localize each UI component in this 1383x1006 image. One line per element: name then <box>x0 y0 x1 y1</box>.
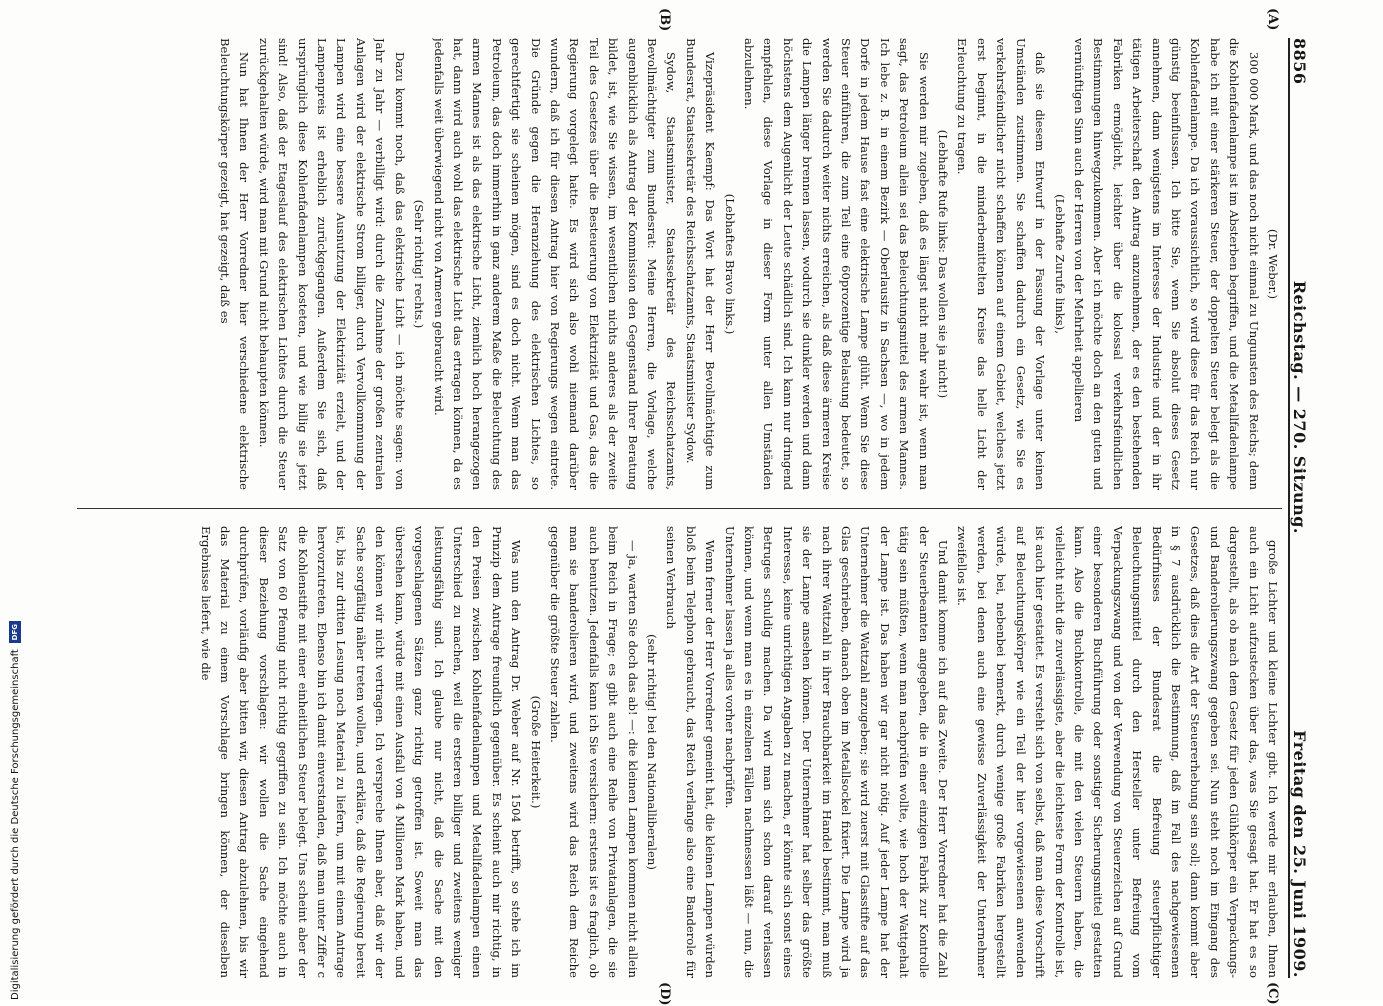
session-date: Freitag den 25. Juni 1909. <box>1290 730 1309 978</box>
digitization-caption <box>8 0 22 1000</box>
paragraph: (Lebhafte Zurufe links), <box>1052 194 1067 334</box>
right-paragraphs <box>195 526 1282 978</box>
paragraph: (Lebhaftes Bravo links.) <box>722 193 737 335</box>
paragraph: Nun hat Ihnen der Herr Vorredner hier verschiedene elektrische Beleuchtungskörper gezeigt, hat gezeigt, daß es <box>218 38 252 490</box>
paragraph: (sehr richtig! bei den Nationalliberalen) <box>645 634 659 870</box>
margin-marker-a: (A) <box>1265 8 1280 31</box>
paragraph: — ja, warten Sie doch das ab! —: die kleinen Lampen kommen nicht allein beim Reich in Frage; es gibt auch eine Reihe von Privatanlagen, die sie auch benutzen. Jedenfalls kann ich Sie versichern: erstens ist es fraglich, ob man sie banderolieren wird, und zweitens wird das Reich dem Reiche gegenüber die größte Steuer zahlen. <box>547 526 640 978</box>
dfg-logo: DFG <box>9 621 21 643</box>
text-columns <box>72 38 1282 978</box>
paragraph: Sydow, Staatsminister, Staatssekretär des Reichsschatzamts, Bevollmächtigter zum Bundesrat: Meine Herren, die Vorlage, welche augenblicklich als Antrag der Kommission den Gegenstand Ihrer Beratung bildet, ist, wie Sie wissen, im wesentlichen nichts anderes als der zweite Teil des Gesetzes über die Besteuerung von Elektrizität und Gas, das die Regierung vorgelegt hatte. Es wird sich also wohl niemand darüber wundern, daß ich für diesen Antrag hier von Regierungs wegen eintrete. Die Gründe gegen die Heranziehung des elektrischen Lichtes, so gerechtfertigt sie scheinen mögen, sind es doch nicht. Wenn man das Petroleum, das doch immerhin in ganz anderem Maße die Beleuchtung des armen Mannes ist als das elektrische Licht, ziemlich hoch herangezogen hat, dann wird auch wohl das elektrische Licht das ertragen können, da es jedenfalls weit überwiegend nicht von Armeren gebraucht wird. <box>431 38 679 490</box>
caption-text: Digitalisierung gefördert durch die Deutsche Forschungsgemeinschaft <box>9 649 21 1000</box>
paragraph: große Lichter und kleine Lichter gibt. Ich werde mir erlauben, Ihnen auch ein Licht aufzustecken über das, was Sie gesagt hat. Er hat es so dargestellt, als ob nach dem Gesetz für jeden Glühkörper ein Verpackungs- und Banderolierungszwang gegeben sei. Nun steht noch im Eingang des Gesetzes, daß dies die Art der Steuererhebung sein soll; dann kommt aber in § 7 ausdrücklich die Bestimmung, daß im Fall des nachgewiesenen Bedürfnisses der Bundesrat die Befreiung steuerpflichtiger Beleuchtungsmittel durch den Hersteller unter Befreiung vom Verpackungszwang und von der Verwendung von Steuerzeichen auf Grund einer besonderen Buchführung oder sonstiger Sicherungsmittel gestatten kann. Also die Buchkontrolle, die mit den vielen Steuern haben, die vielleicht nicht die zuverlässigste, aber die leichteste Form der Kontrolle ist, ist auch hier gestattet. Es versteht sich von selbst, daß man diese Vorschrift auf Beleuchtungskörper wie ein Teil der hier vorgewiesenen anwenden würde, bei, nebenbei bemerkt, durch wenige große Fabriken hergestellt werden, bei denen auch eine gewisse Zuverlässigkeit der Unternehmer zweifellos ist. <box>955 526 1280 978</box>
speaker-note: (Dr. Weber.) <box>1266 228 1280 300</box>
right-column <box>77 526 1282 978</box>
page-header <box>1288 38 1312 978</box>
session-title: Reichstag. — 270. Sitzung. <box>1290 280 1309 534</box>
paragraph: Sie werden mir zugeben, daß es längst nicht mehr wahr ist, wenn man sagt, das Petroleum allein sei das Beleuchtungsmittel des armen Mannes. Ich lebe z. B. in einem Bezirk — Oberlausitz in Sachsen —, wo in jedem Dorfe in jedem Hause fast eine elektrische Lampe glüht. Wenn Sie diese Steuer einführen, die zum Teil eine 60prozentige Belastung bedeutet, so werden Sie dadurch weiter nichts erreichen, als daß diese ärmeren Kreise die Lampen länger brennen lassen, wodurch sie dunkler werden und dann höchstens dem Augenlicht der Leute schädlich sind. Ich kann nur dringend empfehlen, diese Vorlage in dieser Form unter allen Umständen abzulehnen. <box>742 38 931 490</box>
paragraph: Was nun den Antrag Dr. Weber auf Nr. 1504 betrifft, so stehe ich im Prinzip dem Antrage freundlich gegenüber. Es scheint auch mir richtig, in den Preisen zwischen Kohlenfadenlampen und Metallfadenlampen einen Unterschied zu machen, weil die ersteren billiger und zweitens weniger leistungsfähig sind. Ich glaube nur nicht, daß die Sache mit den vorgeschlagenen Sätzen ganz richtig getroffen ist. Soweit man das übersehen kann, würde mit einen Ausfall von 4 Millionen Mark haben, und den können wir nicht vertragen. Ich verspreche Ihnen aber, daß wir der Sache sorgfältig näher treten wollen, und erkläre, daß die Regierung bereit ist, bis zur dritten Lesung noch Material zu liefern, um mit einem Antrage hervorzutreten. Ebenso bin ich damit einverstanden, daß man unter Ziffer c die Kohlenstifte mit einer einheitlichen Steuer belegt. Uns scheint aber der Satz von 60 Pfennig nicht richtig gegriffen zu sein. Ich möchte auch in dieser Beziehung vorschlagen: wir wollen die Sache eingehend durchprüfen, vorläufig aber bitten wir, diesen Antrag abzulehnen, bis wir das Material zu einem Vorschlage bringen können, der dieselben Ergebnisse liefert, wie die <box>198 526 524 978</box>
margin-marker-d: (D) <box>657 982 672 1006</box>
left-paragraphs <box>215 38 1263 490</box>
paragraph: 300 000 Mark, und das noch nicht einmal zu Ungunsten des Reichs; denn die Kohlenfadenlampe ist im Absterben begriffen, und die Metallfadenlampe habe ich mit einer stärkeren Steuer, der doppelten Steuer belegt als die Kohlenfadenlampe. Da ich voraussichtlich, so wird diese für das Reich nur günstig beeinflussen. Ich bitte Sie, wenn Sie absolut dieses Gesetz annehmen, dann wenigstens im Interesse der Industrie und der in ihr tätigen Arbeiterschaft den Antrag anzunehmen, der es den bestehenden Fabriken ermöglicht, leichter über die kolossal verkehrsfeindlichen Bestimmungen hinwegzukommen. Aber ich möchte doch an den guten und vernünftigen Sinn auch der Herren von der Mehrheit appellieren <box>1071 38 1261 490</box>
paragraph: daß sie diesem Entwurf in der Fassung der Vorlage unter keinen Umständen zustimmen. Sie schaffen dadurch ein Gesetz, wie Sie es verkehrsfeindlicher nicht schaffen können auf einem Gebiet, welches jetzt erst beginnt, in die minderbemittelten Kreise das helle Licht der Erleuchtung zu tragen. <box>955 38 1048 490</box>
margin-marker-c: (C) <box>1265 982 1280 1005</box>
paragraph: (Lebhafte Rufe links: Das wollen sie ja nicht!) <box>936 129 951 399</box>
paragraph: Und damit komme ich auf das Zweite. Der Herr Vorredner hat die Zahl der Steuerbeamten angegeben, die in einer einzigen Fabrik zur Kontrolle tätig sein müßten, wenn man nachprüfen wollte, wie hoch der Wattgehalt der Lampe ist. Das haben wir gar nicht nötig. Auf jeder Lampe hat der Unternehmer die Wattzahl anzugeben; sie wird zuerst mit Glasstifte auf das Glas geschrieben, danach oben im Metallsockel fixiert. Die Lampe wird ja nach ihrer Wattzahl in ihrer Brauchbarkeit im Handel bestimmt, man muß sie der Lampe ansehen können. Der Unternehmer hat selber das größte Interesse, keine unrichtigen Angaben zu machen, er könnte sich sonst eines Betruges schuldig machen. Da wird man sich schon darauf verlassen können, und wenn man es in einzelnen Fällen nachmessen läßt — nun, die Unternehmer lassen ja alles vorher nachprüfen. <box>722 526 951 978</box>
paragraph: Dazu kommt noch, daß das elektrische Licht — ich möchte sagen: von Jahr zu Jahr — verbilligt wird: durch die Zunahme der großen zentralen Anlagen wird der elektrische Strom billiger, durch Vervollkommnung der Lampen wird eine bessere Ausnutzung der Elektrizität erzielt, und der Lampenpreis ist erheblich zurückgegangen. Außerdem Sie sich, daß ursprünglich diese Kohlenfadenlampen kosteten, und wie billig sie jetzt sind! Also, daß der Etageslauf des elektrischen Lichtes durch die Steuer zurückgehalten würde, wird man mit Grund nicht behaupten können. <box>256 38 407 490</box>
margin-marker-b: (B) <box>657 8 672 32</box>
paragraph: Vizepräsident Kaempf: Das Wort hat der Herr Bevollmächtigte zum Bundesrat, Staatssekretär des Reichsschatzamts, Staatsminister Sydow. <box>683 38 718 490</box>
paragraph: Wenn ferner der Herr Vorredner gemeint hat, die kleinen Lampen würden bloß beim Telephon gebraucht, das Reich verlange also eine Banderole für seinen Verbrauch <box>664 526 718 978</box>
left-column <box>77 38 1282 490</box>
page-number: 8856 <box>1290 38 1309 85</box>
column-divider <box>77 508 1282 509</box>
paragraph: (Sehr richtig! rechts.) <box>412 199 427 329</box>
paragraph: (Große Heiterkeit.) <box>528 695 543 809</box>
rotated-newspaper-page <box>72 8 1312 1006</box>
